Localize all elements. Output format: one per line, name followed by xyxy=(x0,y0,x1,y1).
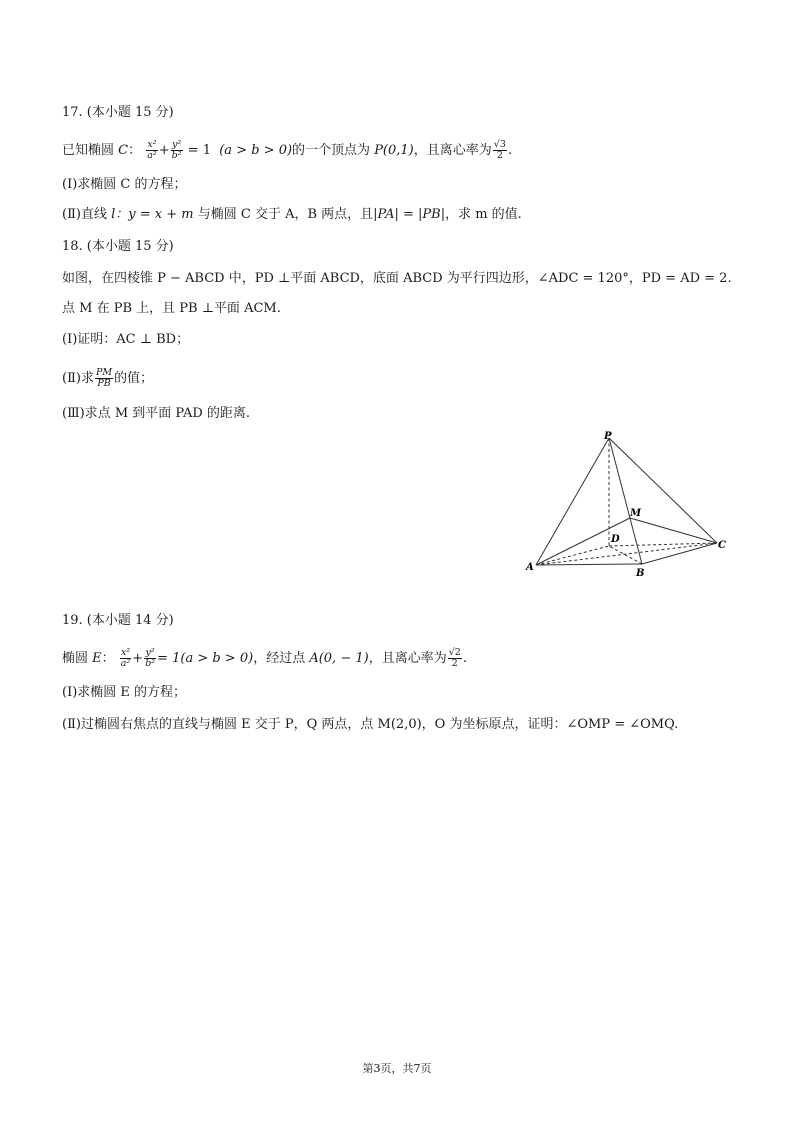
q19-eccentricity xyxy=(448,648,462,669)
q18-part2 xyxy=(62,368,153,389)
q19-plus: + xyxy=(132,651,144,666)
q19-part1: (Ⅰ)求椭圆 E 的方程； xyxy=(62,685,187,700)
q18-ratio-num: PM xyxy=(95,367,113,378)
q19-frac-y xyxy=(144,648,156,669)
q17-stem-prefix: 已知椭圆 xyxy=(62,143,119,158)
edge-ab xyxy=(536,564,642,565)
q17-part2-line: l：y = x + m xyxy=(111,207,194,222)
q19-frac-x-den: a² xyxy=(120,658,131,669)
q19-equals: = 1(a > b > 0) xyxy=(157,651,254,666)
q18-part2-prefix: (Ⅱ)求 xyxy=(62,371,94,386)
label-c: C xyxy=(718,540,726,551)
q19-stem xyxy=(62,648,467,669)
q18-header: 18. (本小题 15 分) xyxy=(62,239,174,254)
q18-part1: (Ⅰ)证明：AC ⊥ BD； xyxy=(62,332,190,347)
q19-ecc-den: 2 xyxy=(451,658,458,669)
pyramid-figure xyxy=(520,428,735,583)
q19-ecc-num: √2 xyxy=(448,647,461,658)
q19-frac-x-num: x² xyxy=(120,647,131,658)
q17-stem-mid: 的一个顶点为 xyxy=(292,143,375,158)
q18-stem-line2: 点 M 在 PB 上，且 PB ⊥平面 ACM. xyxy=(62,301,281,316)
q18-ratio-den: PB xyxy=(97,378,111,389)
q19-frac-x xyxy=(120,648,131,669)
q18-part2-suffix: 的值； xyxy=(114,371,154,386)
q19-stem-mid2: ，且离心率为 xyxy=(368,651,447,666)
q17-frac-x xyxy=(146,140,157,161)
q17-frac-y-num: y² xyxy=(171,139,182,150)
q19-period: . xyxy=(462,651,467,666)
q17-frac-y-den: b² xyxy=(171,150,182,161)
q17-frac-x-num: x² xyxy=(147,139,157,150)
q17-part2-cond: |PA| = |PB| xyxy=(373,207,446,222)
q17-part2 xyxy=(62,206,522,224)
label-p: P xyxy=(604,431,612,442)
label-b: B xyxy=(636,568,645,579)
q17-frac-x-den: a² xyxy=(147,150,157,161)
q17-plus: + xyxy=(158,143,170,158)
q18-stem-line1: 如图，在四棱锥 P − ABCD 中，PD ⊥平面 ABCD，底面 ABCD 为平行四边形，∠ADC = 120°，PD = AD = 2. xyxy=(62,271,732,286)
q18-part3: (Ⅲ)求点 M 到平面 PAD 的距离. xyxy=(62,406,251,421)
q17-ellipse-name: C xyxy=(118,143,129,158)
q19-stem-prefix: 椭圆 xyxy=(62,651,93,666)
page-footer: 第3页，共7页 xyxy=(362,1062,432,1075)
q19-ellipse-name: E xyxy=(92,651,102,666)
q17-point: P(0,1) xyxy=(374,143,414,158)
q19-point: A(0, − 1) xyxy=(309,651,369,666)
edge-pa xyxy=(536,438,609,565)
diagonal-bd xyxy=(609,546,642,564)
q19-colon: ： xyxy=(101,651,115,666)
q19-stem-mid: ，经过点 xyxy=(253,651,310,666)
q19-part2: (Ⅱ)过椭圆右焦点的直线与椭圆 E 交于 P，Q 两点，点 M(2,0)，O 为坐标原点，证明：∠OMP = ∠OMQ. xyxy=(62,717,679,732)
q17-period: . xyxy=(507,143,513,158)
q17-stem-mid2: ，且离心率为 xyxy=(413,143,492,158)
label-m: M xyxy=(630,508,642,519)
q17-stem xyxy=(62,140,512,161)
q17-ecc-den: 2 xyxy=(496,150,503,161)
q17-part2-suffix: ，求 m 的值. xyxy=(445,207,522,222)
q17-part2-prefix: (Ⅱ)直线 xyxy=(62,207,112,222)
q19-header: 19. (本小题 14 分) xyxy=(62,613,174,628)
edge-ad xyxy=(536,546,609,565)
q18-ratio xyxy=(95,368,113,389)
q17-equals: = 1 xyxy=(187,143,211,158)
edge-bc xyxy=(642,543,717,564)
q17-colon: ： xyxy=(128,143,142,158)
q17-ecc-num: √3 xyxy=(493,139,506,150)
q17-condition: (a > b > 0) xyxy=(219,143,293,158)
diagonal-ac xyxy=(536,543,717,565)
label-d: D xyxy=(611,534,620,545)
q19-frac-y-den: b² xyxy=(145,658,156,669)
q19-frac-y-num: y² xyxy=(145,647,155,658)
q17-part2-mid: 与椭圆 C 交于 A，B 两点，且 xyxy=(193,207,374,222)
q17-header: 17. (本小题 15 分) xyxy=(62,105,174,120)
q17-part1: (Ⅰ)求椭圆 C 的方程； xyxy=(62,177,187,192)
q17-eccentricity xyxy=(493,140,507,161)
label-a: A xyxy=(526,562,534,573)
q17-frac-y xyxy=(171,140,183,161)
